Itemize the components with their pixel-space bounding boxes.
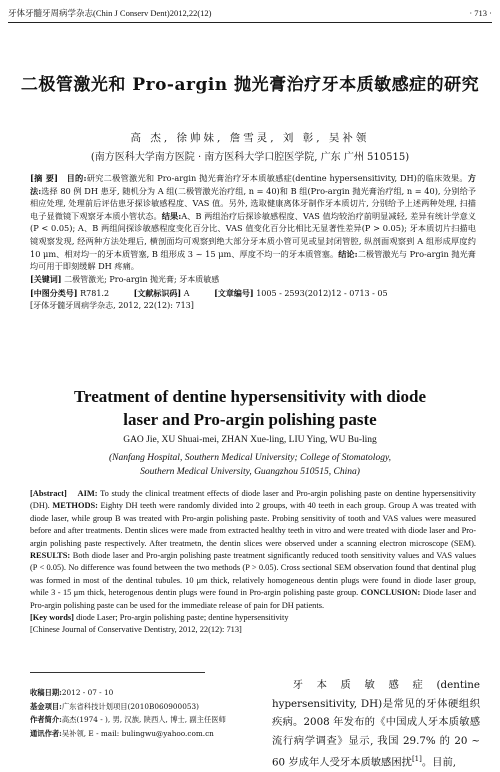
footnote-text: 2012 - 07 - 10 <box>61 688 114 697</box>
abstract-chinese-body <box>30 172 476 273</box>
aim-text: To study the clinical treatment effects of diode laser and Pro-argin polishing paste on dentine hypersensitivity (DH). <box>30 489 476 511</box>
aim-label: AIM: <box>77 489 98 498</box>
results-en-label: RESULTS: <box>30 551 71 561</box>
classification-line <box>30 287 476 301</box>
footnote-text: 吴补领, E - mail: bulingwu@yahoo.com.cn <box>61 728 214 738</box>
purpose-text: 研究二极管激光和 Pro-argin 抛光膏治疗牙本质敏感症(dentine hypersensitivity, DH)的临床效果。 <box>86 173 468 183</box>
clc-label: [中图分类号] <box>30 287 78 298</box>
results-text: A、B 两组治疗后探诊敏感程度、VAS 值均较治疗前明显减轻, 差异有统计学意义(P < 0.05); A、B 两组间探诊敏感程度变化百分比、VAS 值变化百分比相比无显著性差异(P > 0.05); 牙本质切片扫描电镜观察发现, 经两种方法处理后, 横剖面均可观察到绝大部分牙本质小管可见或显封闭管腔, 纵剖面观察到 A 组形成厚度约 10 μm、相对均一的牙本质管塞, B 组形成 3 ~ 15 μm、厚度不均一的牙本质管塞。 <box>30 210 476 259</box>
footnote-received <box>30 686 260 700</box>
running-header <box>8 6 492 20</box>
doc-code-label: [文献标识码] <box>133 287 182 298</box>
header-rule <box>8 22 492 23</box>
title-chinese: 二极管激光和 Pro-argin 抛光膏治疗牙本质敏感症的研究 <box>20 75 480 95</box>
conclusion-en-label: CONCLUSION: <box>360 588 421 598</box>
title-english <box>10 385 490 431</box>
abstract-english-body <box>30 488 476 612</box>
results-label: 结果: <box>161 210 182 221</box>
methods-label: 方法: <box>30 173 476 196</box>
footnote-rule <box>30 672 205 673</box>
keywords-chinese <box>30 273 476 287</box>
article-no-label: [文章编号] <box>214 287 254 298</box>
footnote-author <box>30 713 260 727</box>
doc-code-value: A <box>183 288 190 298</box>
footnote-text: 广东省科技计划项目(2010B060900053) <box>61 701 199 711</box>
footnote-label: 基金项目: <box>30 701 62 711</box>
footnote-label: 通讯作者: <box>30 728 62 738</box>
affiliation-chinese: (南方医科大学南方医院 · 南方医科大学口腔医学院, 广东 广州 510515) <box>90 152 410 163</box>
keywords-english <box>30 612 476 624</box>
citation-english: [Chinese Journal of Conservative Dentistry, 2012, 22(12): 713] <box>30 625 242 635</box>
keywords-label: [关键词] <box>30 273 62 284</box>
affiliation-english-line2: Southern Medical University, Guangzhou 510515, China) <box>140 467 360 477</box>
page-number: · 713 · <box>469 8 492 18</box>
conclusion-en-text: Diode laser and Pro-argin polishing paste can be used for the immediate release of pain for DH patients. <box>30 588 477 610</box>
abstract-chinese <box>30 172 476 313</box>
journal-name: 牙体牙髓牙周病学杂志(Chin J Conserv Dent)2012,22(12) <box>8 8 212 18</box>
results-en-text: Both diode laser and Pro-argin polishing paste treatment significantly reduced tooth sensitivity values and VAS values (P < 0.05). No difference was found between the two methods (P > 0.05). Cross sectional SEM observation found that dentinal plug was formed in most of the dentinal tubules. 10 μm thick, relatively homogeneous dentin plugs were found in diode laser group, while 3 - 15 μm thick, heterogenous dentin plugs were found in Pro-argin polishing paste group. <box>30 551 476 598</box>
purpose-label: 目的: <box>66 173 87 183</box>
affiliation-english <box>10 451 490 479</box>
clc-value: R781.2 <box>80 288 110 298</box>
conclusion-label: 结论: <box>338 248 358 259</box>
title-english-line1: Treatment of dentine hypersensitivity with diode <box>73 387 427 406</box>
abstract-en-label: [Abstract] <box>30 489 67 498</box>
affiliation-english-line1: (Nanfang Hospital, Southern Medical University; College of Stomatology, <box>108 453 392 463</box>
keywords-en-label: [Key words] <box>30 613 74 623</box>
methods-text: 选择 80 例 DH 患牙, 随机分为 A 组(二极管激光治疗组, n = 40)和 B 组(Pro-argin 抛光膏治疗组, n = 40), 分别给予相应处理, 处理前后评估患牙探诊敏感程度、VAS 值。另外, 选取健康离体牙制作牙本质切片, 分别给予上述两种处理, 扫描电子显微镜下观察牙本质小管状态。 <box>30 185 476 221</box>
methods-en-text: Eighty DH teeth were randomly divided into 2 groups, with 40 teeth in each group. Group A was treated with diode laser, while group B was treated with Pro-argin polishing paste. Probing sensitivity of tooth and VAS values were measured before and after treatments. Dentin slices were made from extracted healthy teeth in vitro and were treated with diode laser and Pro-argin polishing paste respectively. After treatmetn, the dentin slices were observed under a scanning electron microscope (SEM). <box>30 501 477 548</box>
keywords-en-text: diode Laser; Pro-argin polishing paste; dentine hypersensitivity <box>76 613 289 623</box>
footnote-text: 高杰(1974 - ), 男, 汉族, 陕西人, 博士, 副主任医师 <box>61 715 226 724</box>
footnotes <box>30 686 260 740</box>
body-reference: [1] <box>411 755 422 763</box>
methods-en-label: METHODS: <box>52 501 98 511</box>
citation-chinese: [牙体牙髓牙周病学杂志, 2012, 22(12): 713] <box>30 301 194 311</box>
article-no-value: 1005 - 2593(2012)12 - 0713 - 05 <box>256 288 388 298</box>
body-paragraph-tail: 。目前, <box>421 756 457 769</box>
title-english-line2: laser and Pro-argin polishing paste <box>123 410 377 429</box>
footnote-label: 作者简介: <box>30 715 62 724</box>
conclusion-text: 二极管激光与 Pro-argin 抛光膏均可用于即刻缓解 DH 疼痛。 <box>30 248 476 272</box>
abstract-label: [摘 要] <box>30 173 59 183</box>
body-paragraph: 牙本质敏感症(dentine hypersensitivity, DH)是常见的牙体硬组织疾病。2008 年发布的《中国成人牙本质敏感流行病学调查》显示, 我国 29.7% 的 20 ~ 60 岁成年人受牙本质敏感困扰 <box>272 679 480 769</box>
keywords-text: 二极管激光; Pro-argin 抛光膏; 牙本质敏感 <box>64 274 220 284</box>
abstract-english <box>30 488 476 637</box>
footnote-correspondence <box>30 727 260 741</box>
footnote-label: 收稿日期: <box>30 688 62 697</box>
authors-english: GAO Jie, XU Shuai-mei, ZHAN Xue-ling, LIU Ying, WU Bu-ling <box>123 435 377 445</box>
authors-chinese: 高 杰, 徐帅妹, 詹雪灵, 刘 彰, 吴补领 <box>130 132 370 144</box>
body-text-column <box>272 676 480 772</box>
footnote-funding <box>30 700 260 714</box>
